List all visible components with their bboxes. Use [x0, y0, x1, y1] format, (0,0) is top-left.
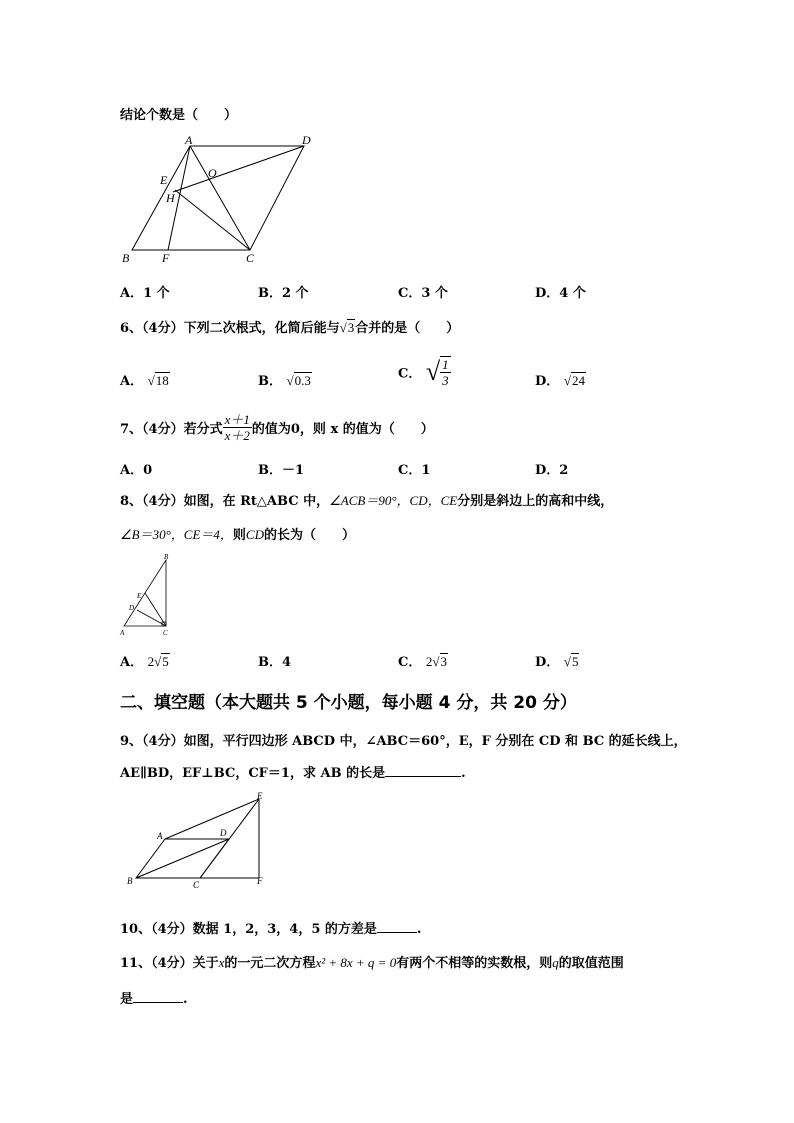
- fig5-label-f: F: [162, 251, 170, 265]
- fig5-label-b: B: [122, 251, 130, 265]
- q9-figure: [124, 790, 274, 890]
- q8-stem-line2: ∠B＝30°，CE＝4，则CD的长为（ ）: [120, 527, 355, 543]
- q6-option-d[interactable]: D． √24: [535, 373, 585, 389]
- q5-figure: [118, 130, 318, 270]
- q9-answer-blank[interactable]: [385, 764, 461, 777]
- q9-stem-line1: 9、（4分）如图，平行四边形 ABCD 中，∠ABC＝60°，E，F 分别在 CD 和 BC 的延长线上，: [120, 734, 687, 749]
- q8-stem-line1: 8、（4分）如图，在 Rt△ABC 中，∠ACB＝90°，CD，CE分别是斜边上的高和中线，: [120, 493, 614, 509]
- q7-option-b[interactable]: B．－1: [258, 463, 305, 478]
- q8-option-b[interactable]: B．4: [258, 655, 292, 670]
- q7-option-d[interactable]: D．2: [535, 463, 569, 478]
- fig8-label-b: B: [164, 553, 169, 561]
- q5-option-b[interactable]: B．2 个: [258, 286, 309, 301]
- fig9-label-d: D: [220, 828, 227, 838]
- fig9-label-e: E: [257, 791, 263, 801]
- fig5-label-e: E: [160, 173, 168, 187]
- fig9-label-b: B: [127, 876, 133, 886]
- q7-stem: 7、（4分）若分式 $\frac{x+1}{x+2}$ 的值为0，则 x 的值为（ ）: [120, 412, 434, 443]
- q11-stem-line1: 11、（4分）关于x的一元二次方程x² + 8x + q = 0有两个不相等的实数根，则q的取值范围: [120, 955, 624, 971]
- fig5-label-a: A: [185, 133, 193, 147]
- fig5-label-o: O: [208, 166, 217, 180]
- q7-fraction: $\frac{x+1}{x+2}$: [224, 412, 250, 443]
- fig9-label-a: A: [157, 831, 163, 841]
- q8-option-d[interactable]: D． √5: [535, 654, 579, 670]
- q8-figure: [118, 552, 178, 638]
- fig5-label-h: H: [166, 191, 175, 205]
- q6-suffix: 合并的是（ ）: [355, 321, 460, 336]
- fig8-label-d: D: [129, 604, 135, 612]
- q6-radicand: 3: [347, 320, 355, 335]
- q10-stem: 10、（4分）数据 1，2，3，4，5 的方差是 .: [120, 922, 422, 937]
- q6-option-a[interactable]: A． √18: [120, 373, 169, 389]
- fig5-label-d: D: [302, 133, 311, 147]
- q11-stem-line2: 是 .: [120, 992, 188, 1007]
- q8-option-c[interactable]: C． 2√3: [398, 654, 448, 670]
- q6-option-c[interactable]: C． √ $\frac{1}{3}$: [398, 357, 449, 388]
- q7-option-c[interactable]: C．1: [398, 463, 431, 478]
- fig8-label-a: A: [120, 629, 125, 637]
- q9-stem-line2: AE∥BD，EF⊥BC，CF＝1，求 AB 的长是 .: [120, 766, 466, 781]
- fig8-label-c: C: [163, 629, 168, 637]
- q6-option-b[interactable]: B． √0.3: [258, 373, 311, 389]
- q6-stem: 6、（4分）下列二次根式，化简后能与√3合并的是（ ）: [120, 320, 460, 336]
- fig9-label-c: C: [193, 880, 200, 890]
- q7-option-a[interactable]: A．0: [120, 463, 153, 478]
- fig9-label-f: F: [257, 876, 263, 886]
- fig5-label-c: C: [246, 251, 255, 265]
- q6-prefix: 6、（4分）下列二次根式，化简后能与: [120, 321, 340, 336]
- q5-option-d[interactable]: D．4 个: [535, 286, 586, 301]
- q11-answer-blank[interactable]: [133, 990, 183, 1003]
- q5-option-c[interactable]: C．3 个: [398, 286, 448, 301]
- q5-tail: 结论个数是（ ）: [120, 108, 238, 123]
- q8-option-a[interactable]: A． 2√5: [120, 654, 169, 670]
- section-heading: 二、填空题（本大题共 5 个小题，每小题 4 分，共 20 分）: [120, 693, 577, 713]
- q10-answer-blank[interactable]: [377, 920, 417, 933]
- q5-option-a[interactable]: A．1 个: [120, 286, 170, 301]
- fig8-label-e: E: [137, 592, 142, 600]
